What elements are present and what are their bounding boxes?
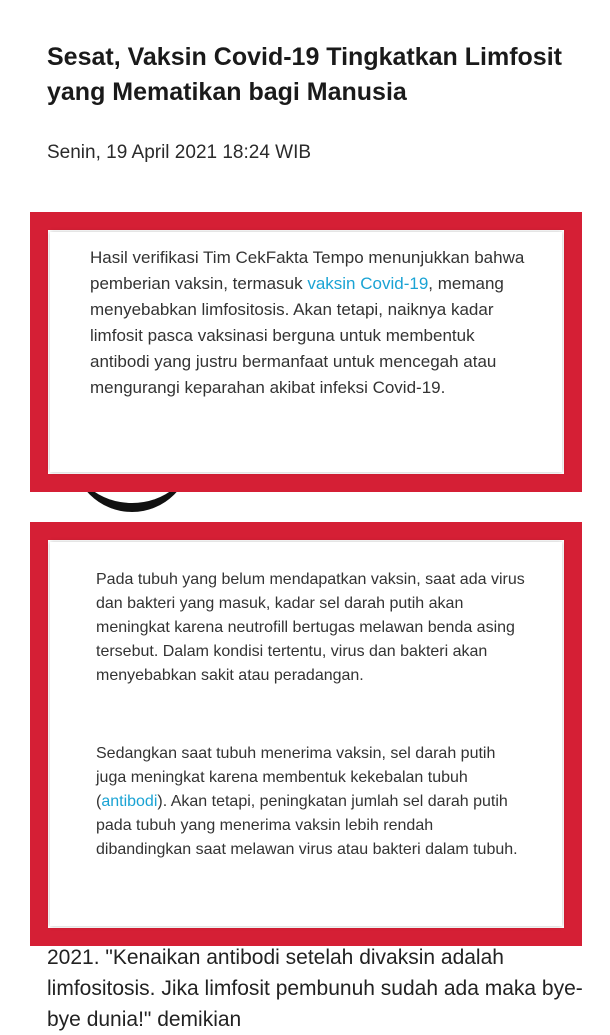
article-body-text: 2021. "Kenaikan antibodi setelah divaksin adalah limfositosis. Jika limfosit pembunuh sudah ada maka bye-bye dunia!" demikian xyxy=(47,946,583,1031)
highlight-box-verification xyxy=(30,212,582,492)
article-dateline: Senin, 19 April 2021 18:24 WIB xyxy=(47,142,312,163)
highlight-box-explanation xyxy=(30,522,582,946)
verification-quote xyxy=(90,245,530,401)
explanation-paragraph-2 xyxy=(96,742,526,862)
paragraph-2-end: ). Akan tetapi, peningkatan jumlah sel darah putih pada tubuh yang menerima vaksin lebih rendah dibandingkan saat melawan virus atau bakteri dalam tubuh. xyxy=(96,793,518,858)
quote-text-start: Hasil verifikasi Tim CekFakta Tempo menunjukkan bahwa pemberian vaksin, termasuk xyxy=(90,248,525,293)
paragraph-2-start: Sedangkan saat tubuh menerima vaksin, sel darah putih juga meningkat karena membentuk kekebalan tubuh ( xyxy=(96,745,496,810)
vaksin-covid-link[interactable]: vaksin Covid-19 xyxy=(307,274,429,293)
article-title: Sesat, Vaksin Covid-19 Tingkatkan Limfosit yang Mematikan bagi Manusia xyxy=(47,43,562,106)
antibodi-link[interactable]: antibodi xyxy=(101,793,158,810)
quote-card xyxy=(50,232,562,472)
explanation-card xyxy=(50,542,562,926)
quote-text-end: , memang menyebabkan limfositosis. Akan tetapi, naiknya kadar limfosit pasca vaksinasi berguna untuk membentuk antibodi yang justru bermanfaat untuk mencegah atau mengurangi keparahan akibat infeksi Covid-19. xyxy=(90,274,504,397)
explanation-paragraph-1: Pada tubuh yang belum mendapatkan vaksin, saat ada virus dan bakteri yang masuk, kadar sel darah putih akan meningkat karena neutrofill bertugas melawan benda asing tersebut. Dalam kondisi tertentu, virus dan bakteri akan menyebabkan sakit atau peradangan. xyxy=(96,571,525,684)
